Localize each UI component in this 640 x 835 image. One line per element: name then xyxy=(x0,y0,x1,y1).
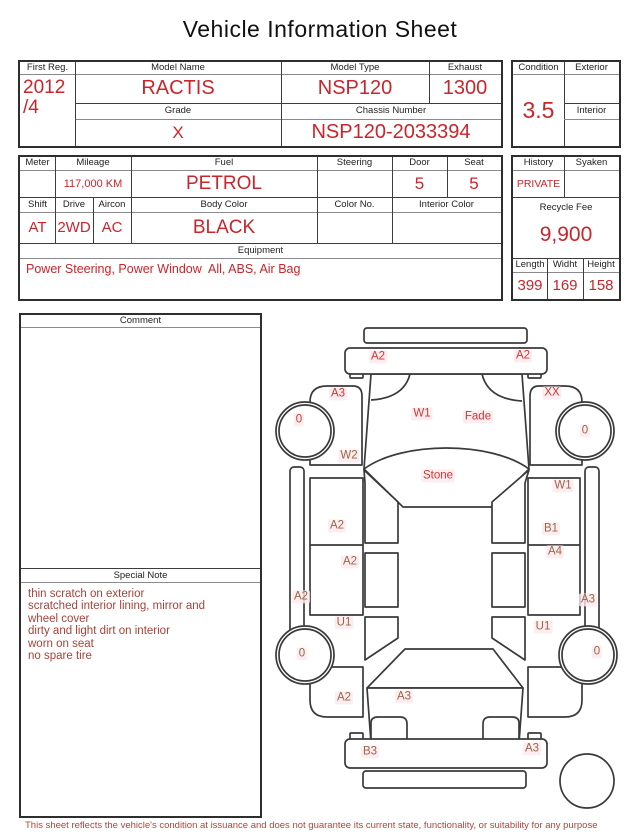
shift-value: AT xyxy=(28,219,47,236)
front-top-strip xyxy=(364,328,527,343)
damage-code-0: 0 xyxy=(295,413,303,426)
damage-code-0: 0 xyxy=(593,645,601,658)
damage-code-a2: A2 xyxy=(370,350,386,363)
damage-code-0: 0 xyxy=(298,647,306,660)
exhaust-label: Exhaust xyxy=(447,62,483,73)
page-title: Vehicle Information Sheet xyxy=(182,16,458,42)
drive-value: 2WD xyxy=(57,219,91,236)
mileage-value: 117,000 KM xyxy=(63,177,123,190)
aircon-label: Aircon xyxy=(98,199,126,210)
comment-header: Comment xyxy=(119,315,162,326)
damage-code-xx: XX xyxy=(544,386,560,399)
car-outline-drawing xyxy=(270,315,640,825)
damage-code-a2: A2 xyxy=(336,691,352,704)
registration-table xyxy=(18,60,503,148)
history-value: PRIVATE xyxy=(516,177,561,190)
special-note-lines xyxy=(28,588,256,662)
chassis-number-value: NSP120-2033394 xyxy=(311,121,471,143)
window-right-mid xyxy=(492,553,525,607)
spec-table xyxy=(18,155,503,301)
color-no-label: Color No. xyxy=(334,199,375,210)
damage-code-a3: A3 xyxy=(396,690,412,703)
aircon-value: AC xyxy=(101,219,123,236)
interior-value xyxy=(564,119,619,146)
special-note-line: thin scratch on exterior xyxy=(28,588,145,600)
damage-code-fade: Fade xyxy=(464,410,492,423)
history-label: History xyxy=(523,157,554,168)
condition-box xyxy=(511,60,621,148)
condition-value: 3.5 xyxy=(522,96,555,123)
width-label: Widht xyxy=(552,259,578,270)
length-value: 399 xyxy=(517,277,543,294)
width-value: 169 xyxy=(552,277,578,294)
special-note-header: Special Note xyxy=(113,570,168,581)
doors-left xyxy=(310,478,363,615)
special-note-line: worn on seat xyxy=(28,637,94,650)
special-note-line: no spare tire xyxy=(28,650,92,663)
damage-code-a2: A2 xyxy=(342,555,358,568)
special-note-line: dirty and light dirt on interior xyxy=(28,625,170,638)
damage-code-a2: A2 xyxy=(293,590,309,603)
length-label: Length xyxy=(515,259,545,270)
model-name-value: RACTIS xyxy=(141,77,215,99)
comment-box xyxy=(19,313,262,818)
damage-code-stone: Stone xyxy=(422,469,454,482)
window-left-mid xyxy=(365,553,398,607)
damage-code-a3: A3 xyxy=(524,742,540,755)
mileage-label: Mileage xyxy=(76,157,110,168)
wheel-front-left xyxy=(276,402,334,460)
wheel-rear-right xyxy=(559,626,617,684)
syaken-value xyxy=(564,170,619,197)
exterior-label: Exterior xyxy=(575,62,608,73)
syaken-label: Syaken xyxy=(575,157,608,168)
first-reg-value xyxy=(23,78,78,118)
damage-code-w1: W1 xyxy=(554,479,572,492)
interior-color-label: Interior Color xyxy=(419,199,474,210)
exhaust-value: 1300 xyxy=(442,77,488,99)
history-box xyxy=(511,155,621,301)
fuel-label: Fuel xyxy=(214,157,234,168)
damage-code-0: 0 xyxy=(581,424,589,437)
exterior-value xyxy=(564,74,619,103)
damage-code-u1: U1 xyxy=(535,620,551,633)
car-damage-diagram xyxy=(270,315,640,825)
first-reg-month: /4 xyxy=(23,97,39,118)
steering-label: Steering xyxy=(336,157,373,168)
color-no-value xyxy=(317,212,392,243)
chassis-number-label: Chassis Number xyxy=(355,105,427,116)
seat-label: Seat xyxy=(464,157,484,168)
rear-window-shape xyxy=(367,649,523,688)
seat-value: 5 xyxy=(469,173,479,193)
model-type-label: Model Type xyxy=(330,62,380,73)
first-reg-year: 2012 xyxy=(23,77,66,98)
shift-label: Shift xyxy=(27,199,47,210)
body-color-value: BLACK xyxy=(192,216,256,238)
grade-label: Grade xyxy=(164,105,192,116)
door-value: 5 xyxy=(414,173,425,193)
damage-code-w2: W2 xyxy=(340,449,358,462)
fuel-value: PETROL xyxy=(185,172,263,194)
disclaimer-text: This sheet reflects the vehicle's condition at issuance and does not guarantee its current state, functionality, or suitability for any purpose xyxy=(25,820,598,831)
damage-code-u1: U1 xyxy=(336,616,352,629)
first-reg-label: First Reg. xyxy=(26,62,69,73)
model-type-value: NSP120 xyxy=(317,77,393,99)
damage-code-a3: A3 xyxy=(330,387,346,400)
grade-value: X xyxy=(172,122,184,142)
sill-left xyxy=(290,467,304,633)
sill-right xyxy=(585,467,599,633)
recycle-fee-value: 9,900 xyxy=(539,223,593,246)
spare-tire-circle xyxy=(560,754,614,808)
condition-label: Condition xyxy=(518,62,559,73)
damage-code-b3: B3 xyxy=(362,745,378,758)
window-left-rear xyxy=(365,617,398,660)
equipment-label: Equipment xyxy=(237,245,284,256)
damage-code-a4: A4 xyxy=(547,545,563,558)
damage-code-a2: A2 xyxy=(515,349,531,362)
special-note-line: scratched interior lining, mirror and xyxy=(28,600,206,613)
damage-code-a2: A2 xyxy=(329,519,345,532)
meter-value xyxy=(20,170,55,197)
model-name-label: Model Name xyxy=(151,62,205,73)
body-color-label: Body Color xyxy=(200,199,248,210)
rear-bottom-strip xyxy=(363,771,526,788)
steering-value xyxy=(317,170,392,197)
interior-label: Interior xyxy=(576,105,607,116)
door-label: Door xyxy=(409,157,430,168)
interior-color-value xyxy=(392,212,501,243)
drive-label: Drive xyxy=(62,199,86,210)
damage-code-w1: W1 xyxy=(413,407,431,420)
damage-code-b1: B1 xyxy=(543,522,559,535)
damage-code-a3: A3 xyxy=(580,593,596,606)
special-note-line: wheel cover xyxy=(28,612,90,625)
height-label: Height xyxy=(587,259,615,270)
equipment-value: Power Steering, Power Window All, ABS, Air Bag xyxy=(26,262,301,276)
height-value: 158 xyxy=(588,277,614,294)
recycle-fee-label: Recycle Fee xyxy=(539,202,593,213)
meter-label: Meter xyxy=(25,157,50,168)
